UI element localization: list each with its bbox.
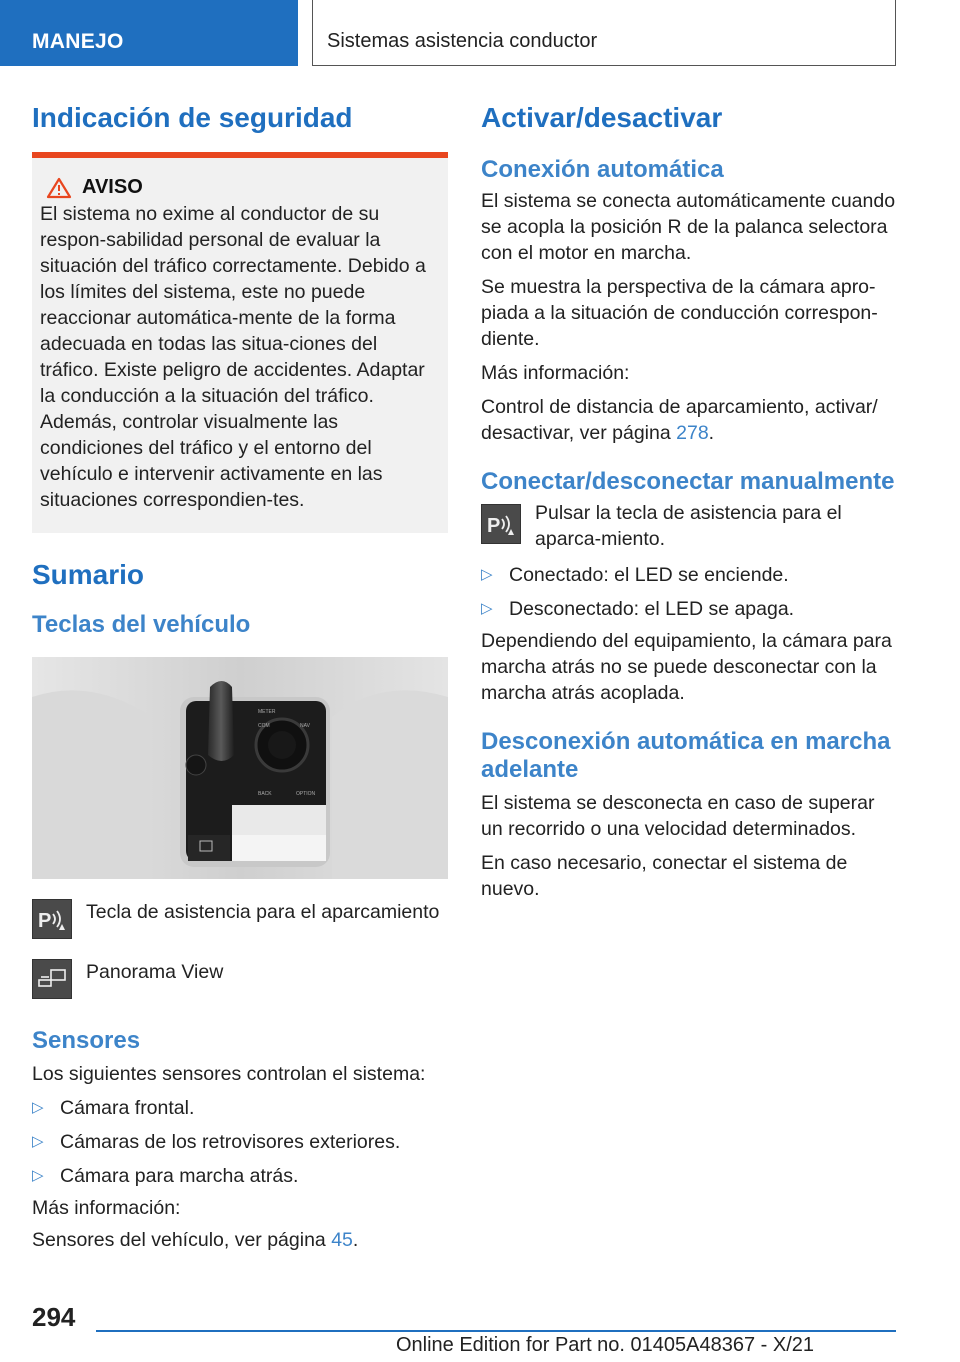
equipment-note: Dependiendo del equipamiento, la cámara para marcha atrás no se puede desconectar con la marcha atrás acoplada.	[481, 630, 892, 704]
forward-paragraph-2: En caso necesario, conectar el sistema de nuevo.	[481, 852, 848, 900]
heading-forward: Desconexión automática en marcha adelante	[481, 728, 891, 783]
legend-label: Panorama View	[86, 961, 224, 983]
legend-label: Tecla de asistencia para el aparcamiento	[86, 901, 440, 923]
legend-panorama	[32, 959, 448, 999]
section-tab	[0, 0, 298, 66]
list-item: ▷ Cámara para marcha atrás.	[32, 1165, 299, 1187]
bullet-triangle-icon: ▷	[481, 566, 493, 583]
warning-header	[46, 176, 440, 199]
page-number: 294	[32, 1302, 76, 1332]
chapter-tab	[312, 0, 896, 66]
console-label-meter: METER	[258, 709, 276, 715]
auto-paragraph-2: Se muestra la perspectiva de la cámara apro-piada a la situación de conducción correspon-diente.	[481, 276, 878, 350]
legend-park-assist	[32, 899, 448, 939]
heading-sensors: Sensores	[32, 1027, 141, 1054]
section-title: MANEJO	[32, 30, 124, 53]
page-link[interactable]: 45	[331, 1229, 353, 1251]
right-column	[481, 100, 897, 902]
svg-text:P: P	[487, 515, 501, 537]
console-label-back: BACK	[258, 791, 272, 797]
heading-summary: Sumario	[32, 559, 145, 590]
manual-instruction	[481, 504, 897, 552]
warning-box	[32, 158, 448, 533]
park-assist-icon	[481, 504, 521, 544]
bullet-triangle-icon: ▷	[32, 1167, 44, 1184]
list-item: ▷ Cámaras de los retrovisores exteriores.	[32, 1131, 401, 1153]
page-link[interactable]: 278	[676, 422, 709, 444]
heading-safety: Indicación de seguridad	[32, 102, 353, 133]
heading-auto: Conexión automática	[481, 156, 724, 183]
sensors-intro: Los siguientes sensores controlan el sistema:	[32, 1063, 426, 1085]
list-item: ▷ Cámara frontal.	[32, 1097, 195, 1119]
heading-toggle: Activar/desactivar	[481, 102, 723, 133]
manual-text: Pulsar la tecla de asistencia para el aparca-miento.	[535, 502, 842, 550]
console-label-nav: NAV	[300, 723, 310, 729]
list-item: ▷ Desconectado: el LED se apaga.	[481, 598, 795, 620]
sensors-reference: Sensores del vehículo, ver página 45.	[32, 1229, 359, 1251]
left-column	[32, 100, 448, 1253]
center-console-image	[32, 657, 448, 879]
bullet-triangle-icon: ▷	[32, 1099, 44, 1116]
list-item: ▷ Conectado: el LED se enciende.	[481, 564, 789, 586]
bullet-triangle-icon: ▷	[32, 1133, 44, 1150]
console-photo	[32, 657, 448, 879]
footer-rule	[96, 1330, 896, 1332]
chapter-title: Sistemas asistencia conductor	[327, 30, 598, 52]
distance-control-reference: Control de distancia de aparcamiento, activar/ desactivar, ver página 278.	[481, 396, 878, 444]
auto-paragraph-1: El sistema se conecta automáticamente cuando se acopla la posición R de la palanca selectora con el motor en marcha.	[481, 190, 896, 264]
more-info-label: Más información:	[481, 362, 630, 384]
heading-manual: Conectar/desconectar manualmente	[481, 468, 895, 495]
svg-text:P: P	[38, 910, 52, 932]
heading-keys: Teclas del vehículo	[32, 611, 251, 638]
console-label-com: COM	[258, 723, 270, 729]
bullet-triangle-icon: ▷	[481, 600, 493, 617]
led-state-list	[481, 562, 897, 622]
footer-edition: Online Edition for Part no. 01405A48367 - X/21	[395, 1334, 815, 1356]
sensor-list	[32, 1095, 448, 1189]
warning-title: AVISO	[82, 176, 143, 198]
panorama-view-icon	[32, 959, 72, 999]
park-assist-icon	[32, 899, 72, 939]
more-info-label: Más información:	[32, 1197, 181, 1219]
warning-text: El sistema no exime al conductor de su respon-sabilidad personal de evaluar la situación del tráfico correctamente. Debido a los límites del sistema, este no puede reaccionar automática-mente de la forma adecuada en todas las situa-ciones del tráfico. Existe peligro de accidentes. Adaptar la conducción a la situación del tráfico. Además, controlar visualmente las condiciones del tráfico y el entorno del vehículo e intervenir activamente en las situaciones correspondien-tes.	[40, 203, 426, 511]
console-label-option: OPTION	[296, 791, 316, 797]
warning-triangle-icon	[46, 177, 72, 199]
forward-paragraph-1: El sistema se desconecta en caso de superar un recorrido o una velocidad determinados.	[481, 792, 875, 840]
